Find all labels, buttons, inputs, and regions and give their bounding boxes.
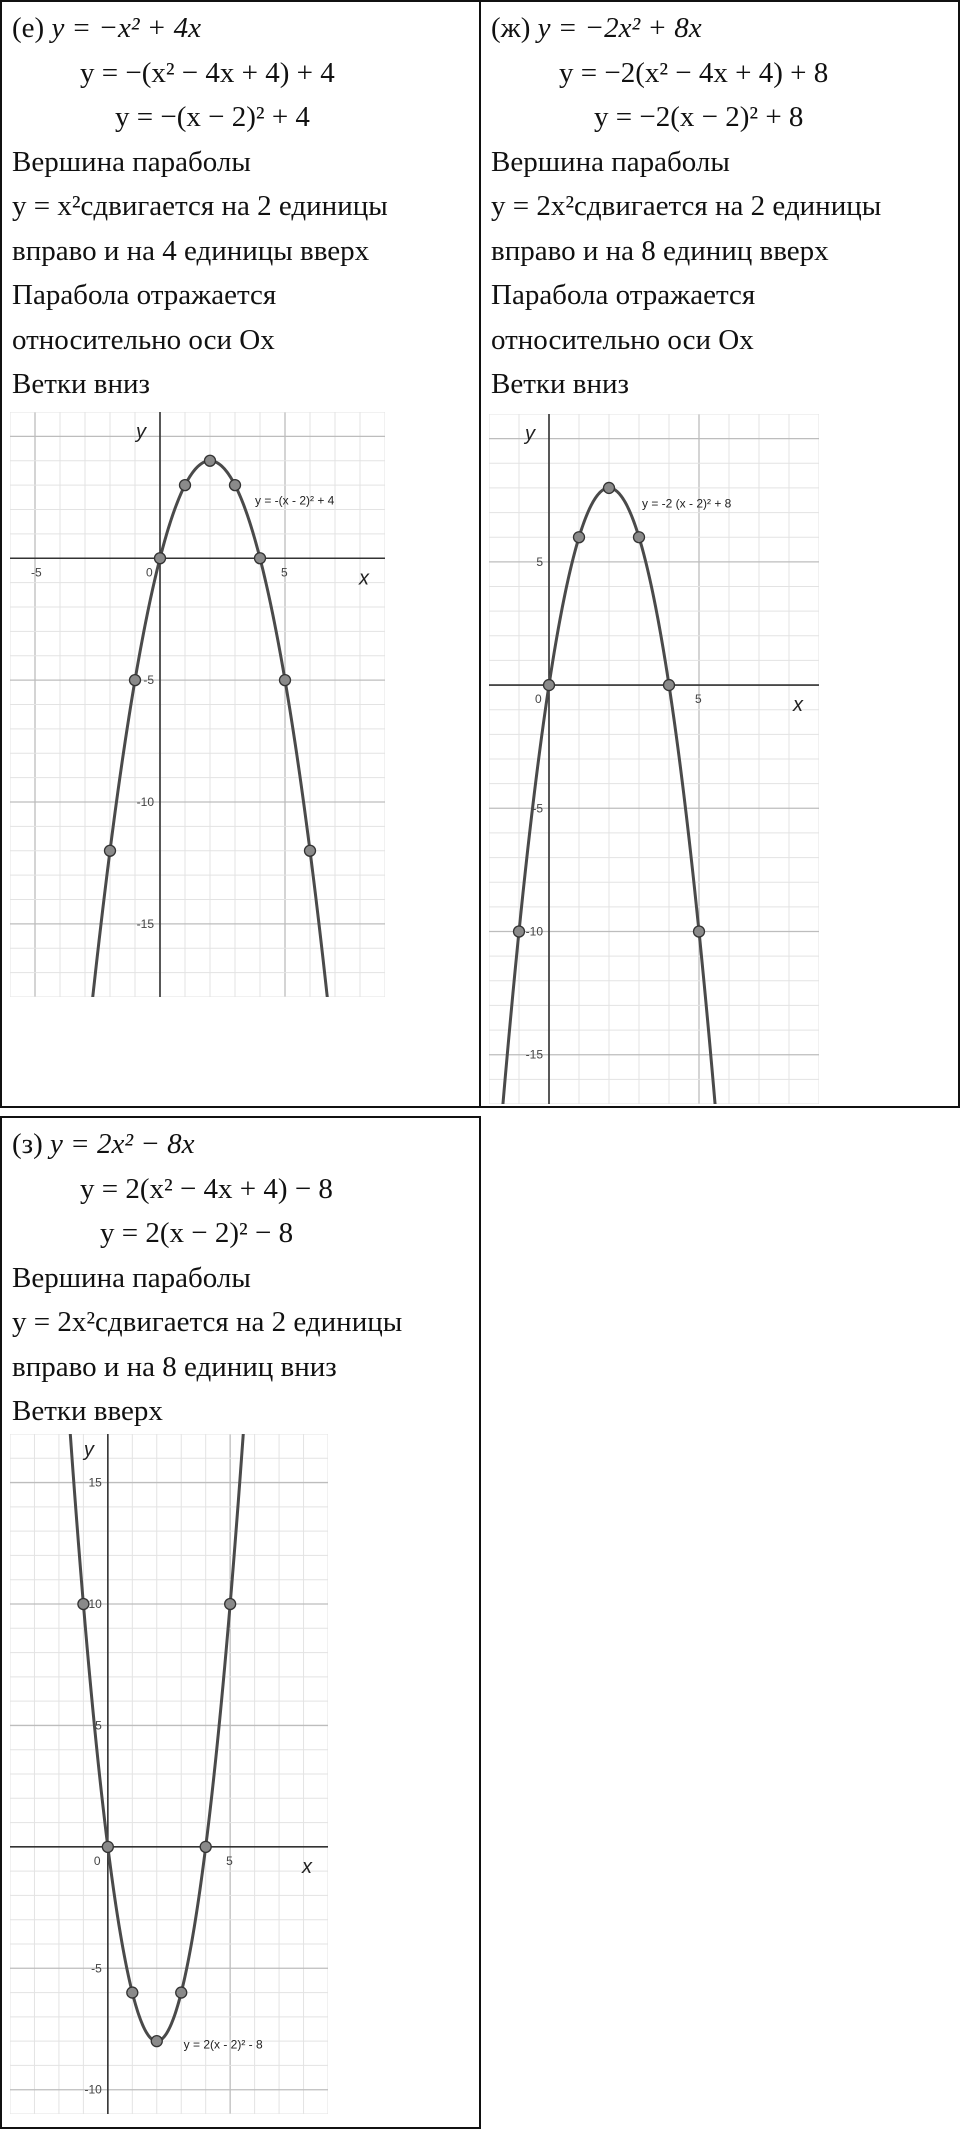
y-tick-label: -5 xyxy=(532,801,543,816)
y-tick-label: -5 xyxy=(91,1961,102,1976)
data-point xyxy=(634,532,645,543)
parabola-graph xyxy=(489,414,819,1104)
problem-label: (з) xyxy=(12,1128,43,1160)
grid xyxy=(10,1434,328,2114)
data-point xyxy=(574,532,585,543)
y-tick-label: 5 xyxy=(536,554,543,569)
text-line: y = 2x²сдвигается на 2 единицы xyxy=(12,1306,403,1338)
text-line: вправо и на 4 единицы вверх xyxy=(12,234,370,267)
y-tick-label: -10 xyxy=(525,924,543,939)
problem-label: (е) xyxy=(12,12,45,44)
data-point xyxy=(514,926,525,937)
x-tick-label: 0 xyxy=(146,565,153,580)
parabola-curve xyxy=(10,1434,328,2041)
text-line: y = x²сдвигается на 2 единицы xyxy=(12,190,388,222)
y-axis-label: y xyxy=(83,1439,94,1461)
y-axis-label: y xyxy=(136,421,146,443)
data-point xyxy=(225,1599,236,1610)
x-tick-label: -5 xyxy=(31,565,42,580)
data-point xyxy=(280,675,291,686)
text-line: относительно оси Ox xyxy=(12,323,275,356)
y-tick-label: -5 xyxy=(143,673,154,688)
equation: y = −x² + 4x xyxy=(51,12,201,44)
y-tick-label: 10 xyxy=(88,1597,102,1611)
x-axis-label: x xyxy=(359,567,369,590)
data-point xyxy=(102,1841,113,1852)
x-axis-label: x xyxy=(302,1855,312,1878)
problem-cell-z xyxy=(0,1116,481,2129)
data-point xyxy=(151,2036,162,2047)
y-axis-label: y xyxy=(525,423,535,445)
equation-step2: y = −(x − 2)² + 4 xyxy=(115,101,310,133)
data-point xyxy=(176,1987,187,1998)
x-tick-label: 0 xyxy=(93,1853,101,1868)
y-tick-label: -10 xyxy=(136,795,154,809)
text-line: Ветки вверх xyxy=(12,1395,163,1427)
problem-cell-e xyxy=(0,0,481,1108)
parabola-graph xyxy=(10,1434,328,2114)
data-point xyxy=(604,482,615,493)
text-line: Ветки вниз xyxy=(12,368,150,400)
equation-step1: y = −(x² − 4x + 4) + 4 xyxy=(80,56,335,89)
function-label: y = -(x - 2)² + 4 xyxy=(255,493,335,508)
problem-text xyxy=(12,1122,473,1434)
data-point xyxy=(305,845,316,856)
data-point xyxy=(200,1841,211,1852)
y-tick-label: -15 xyxy=(136,916,154,931)
equation-step1: y = −2(x² − 4x + 4) + 8 xyxy=(559,56,829,89)
text-line: Вершина параболы xyxy=(491,145,730,178)
data-point xyxy=(180,480,191,491)
text-line: вправо и на 8 единиц вниз xyxy=(12,1350,337,1383)
x-tick-label: 5 xyxy=(226,1853,233,1868)
data-point xyxy=(105,845,116,856)
parabola-graph xyxy=(10,412,385,997)
problem-header xyxy=(12,1122,473,1167)
problem-cell-zh xyxy=(479,0,960,1108)
data-point xyxy=(255,553,266,564)
problem-text xyxy=(491,6,952,407)
problem-label: (ж) xyxy=(491,12,531,44)
problem-text xyxy=(12,6,473,407)
data-point xyxy=(205,455,216,466)
function-label: y = 2(x - 2)² - 8 xyxy=(183,2037,263,2052)
data-point xyxy=(664,680,675,691)
data-point xyxy=(694,926,705,937)
equation: y = −2x² + 8x xyxy=(537,12,702,44)
equation-step1: y = 2(x² − 4x + 4) − 8 xyxy=(80,1172,333,1205)
y-tick-label: 5 xyxy=(95,1718,102,1733)
problem-header xyxy=(491,6,952,51)
function-label: y = -2 (x - 2)² + 8 xyxy=(642,496,732,511)
text-line: y = 2x²сдвигается на 2 единицы xyxy=(491,190,882,222)
data-point xyxy=(230,480,241,491)
data-point xyxy=(78,1599,89,1610)
parabola-curve xyxy=(489,488,819,1104)
problem-header xyxy=(12,6,473,51)
text-line: Парабола отражается xyxy=(12,279,277,311)
text-line: Вершина параболы xyxy=(12,1261,251,1294)
equation-step2: y = −2(x − 2)² + 8 xyxy=(594,101,804,133)
data-point xyxy=(544,680,555,691)
x-axis-label: x xyxy=(793,694,803,717)
data-point xyxy=(155,553,166,564)
x-tick-label: 5 xyxy=(695,692,702,707)
y-tick-label: -15 xyxy=(525,1047,543,1062)
y-tick-label: -10 xyxy=(84,2082,102,2097)
text-line: вправо и на 8 единиц вверх xyxy=(491,234,829,267)
equation-step2: y = 2(x − 2)² − 8 xyxy=(100,1217,294,1249)
text-line: Парабола отражается xyxy=(491,279,756,311)
text-line: Ветки вниз xyxy=(491,368,629,400)
data-point xyxy=(130,675,141,686)
data-point xyxy=(127,1987,138,1998)
equation: y = 2x² − 8x xyxy=(50,1128,195,1160)
x-tick-label: 0 xyxy=(535,692,542,707)
text-line: Вершина параболы xyxy=(12,145,251,178)
x-tick-label: 5 xyxy=(281,565,288,580)
text-line: относительно оси Ox xyxy=(491,323,754,356)
y-tick-label: 15 xyxy=(88,1475,102,1490)
